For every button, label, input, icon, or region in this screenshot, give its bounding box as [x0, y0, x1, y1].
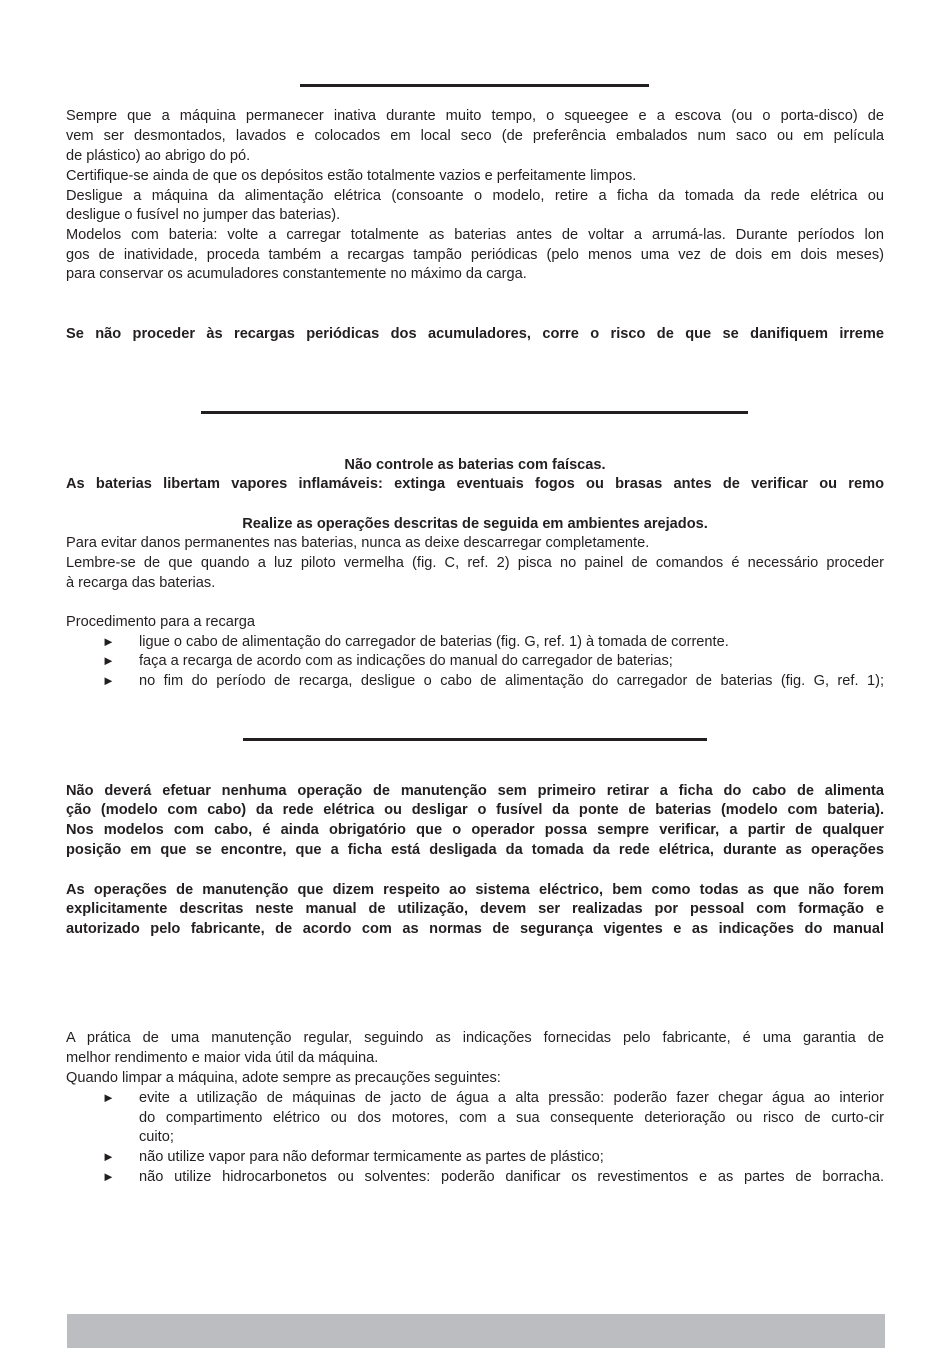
paragraph-line: melhor rendimento e maior vida útil da máquina. — [66, 1050, 379, 1066]
paragraph-line: A prática de uma manutenção regular, seguindo as indicações fornecidas pelo fabricante, é uma garantia de — [66, 1030, 884, 1046]
bullet-arrow-icon: ► — [102, 673, 115, 688]
bullet-arrow-icon: ► — [102, 1090, 115, 1105]
paragraph-line: Para evitar danos permanentes nas baterias, nunca as deixe descarregar completamente. — [66, 535, 650, 551]
bullet-arrow-icon: ► — [102, 634, 115, 649]
battery-warning-vapors: As baterias libertam vapores inflamáveis: extinga eventuais fogos ou brasas antes de verificar ou remo — [66, 476, 884, 492]
paragraph-line: Sempre que a máquina permanecer inativa durante muito tempo, o squeegee e a escova (ou o porta-disco) de — [66, 108, 884, 124]
storage-warning: Se não proceder às recargas periódicas dos acumuladores, corre o risco de que se danifiquem irreme — [66, 326, 884, 342]
bullet-arrow-icon: ► — [102, 653, 115, 668]
paragraph-line: vem ser desmontados, lavados e colocados em local seco (de preferência embalados num saco ou em película — [66, 128, 884, 144]
battery-warning-sparks: Não controle as baterias com faíscas. — [344, 457, 606, 473]
maintenance-warning-line: ção (modelo com cabo) da rede elétrica ou desligar o fusível da ponte de baterias (modelo com bateria). — [66, 802, 884, 818]
paragraph-line: desligue o fusível no jumper das baterias). — [66, 207, 341, 223]
paragraph-line: Lembre-se de que quando a luz piloto vermelha (fig. C, ref. 2) pisca no painel de comandos é necessário proceder — [66, 555, 884, 571]
electrical-warning-line: explicitamente descritas neste manual de utilização, devem ser realizadas por pessoal com formação e — [66, 901, 884, 917]
paragraph-line: para conservar os acumuladores constantemente no máximo da carga. — [66, 266, 527, 282]
procedure-title: Procedimento para a recarga — [66, 614, 256, 630]
bullet-arrow-icon: ► — [102, 1169, 115, 1184]
paragraph-line: à recarga das baterias. — [66, 575, 216, 591]
section-heading-rule-storage — [300, 84, 649, 87]
list-item: não utilize vapor para não deformar termicamente as partes de plástico; — [139, 1149, 604, 1165]
list-item: faça a recarga de acordo com as indicações do manual do carregador de baterias; — [139, 653, 673, 669]
paragraph-line: gos de inatividade, proceda também a recargas tampão periódicas (pelo menos uma vez de dois em dois meses) — [66, 247, 884, 263]
list-item: não utilize hidrocarbonetos ou solventes: poderão danificar os revestimentos e as partes de borracha. — [139, 1169, 884, 1185]
battery-warning-ventilation: Realize as operações descritas de seguida em ambientes arejados. — [242, 516, 708, 532]
list-item-continuation: cuito; — [139, 1129, 174, 1145]
maintenance-warning-line: posição em que se encontre, que a ficha está desligada da tomada da rede elétrica, durante as operações — [66, 842, 884, 858]
bullet-arrow-icon: ► — [102, 1149, 115, 1164]
electrical-warning-line: As operações de manutenção que dizem respeito ao sistema eléctrico, bem como todas as que não forem — [66, 882, 884, 898]
footer-bar — [67, 1314, 885, 1348]
paragraph-line: de plástico) ao abrigo do pó. — [66, 148, 251, 164]
section-heading-rule-maintenance — [243, 738, 707, 741]
maintenance-warning-line: Não deverá efetuar nenhuma operação de manutenção sem primeiro retirar a ficha do cabo de alimenta — [66, 783, 884, 799]
paragraph-line: Desligue a máquina da alimentação elétrica (consoante o modelo, retire a ficha da tomada da rede elétrica ou — [66, 188, 884, 204]
paragraph-line: Certifique-se ainda de que os depósitos estão totalmente vazios e perfeitamente limpos. — [66, 168, 637, 184]
maintenance-warning-line: Nos modelos com cabo, é ainda obrigatório que o operador possa sempre verificar, a partir de qualquer — [66, 822, 884, 838]
list-item: ligue o cabo de alimentação do carregador de baterias (fig. G, ref. 1) à tomada de corrente. — [139, 634, 729, 650]
list-item: no fim do período de recarga, desligue o cabo de alimentação do carregador de baterias (fig. G, ref. 1); — [139, 673, 884, 689]
section-heading-rule-battery — [201, 411, 748, 414]
list-item-continuation: do compartimento elétrico ou dos motores, com a sua consequente deterioração ou risco de curto-cir — [139, 1110, 884, 1126]
list-item: evite a utilização de máquinas de jacto de água a alta pressão: poderão fazer chegar água ao interior — [139, 1090, 884, 1106]
electrical-warning-line: autorizado pelo fabricante, de acordo com as normas de segurança vigentes e as indicações do manual — [66, 921, 884, 937]
paragraph-line: Quando limpar a máquina, adote sempre as precauções seguintes: — [66, 1070, 501, 1086]
paragraph-line: Modelos com bateria: volte a carregar totalmente as baterias antes de voltar a arrumá-las. Durante períodos lon — [66, 227, 884, 243]
